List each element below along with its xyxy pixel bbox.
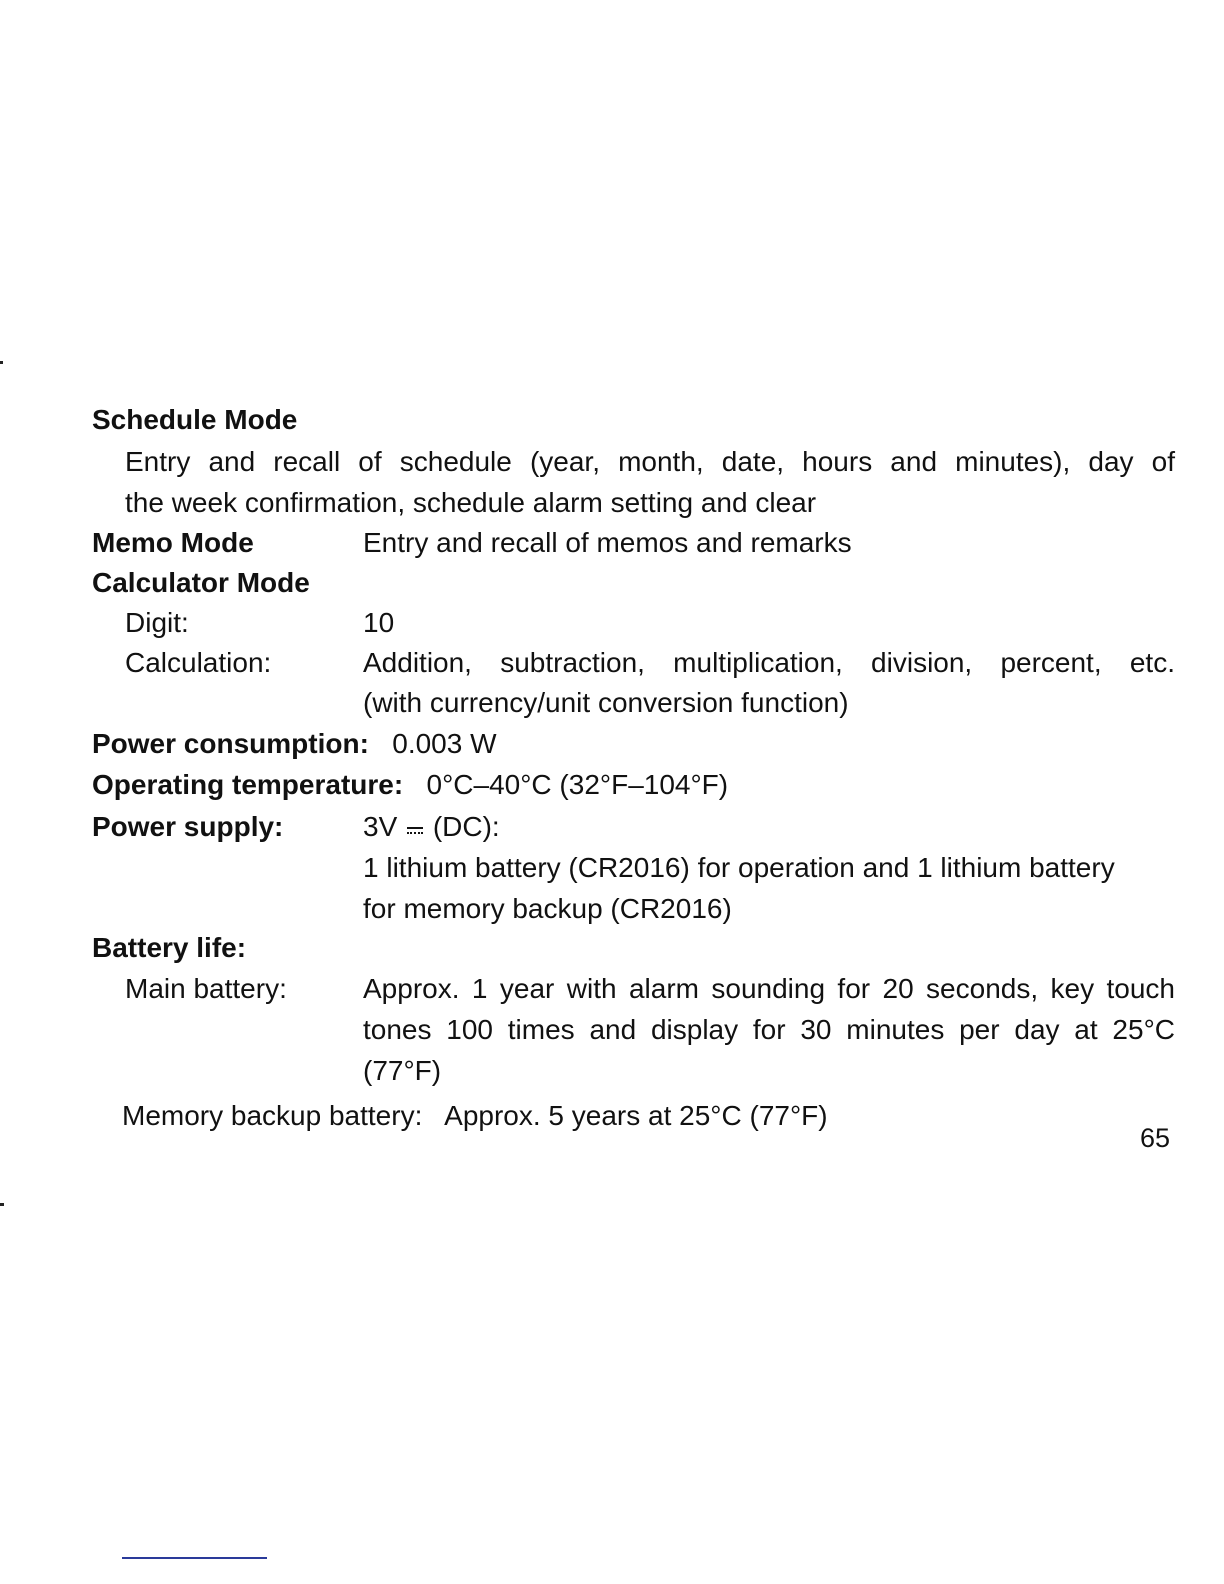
schedule-mode-desc-line1: Entry and recall of schedule (year, month, date, hours and minutes), day of	[125, 446, 1175, 477]
calculation-value-line1: Addition, subtraction, multiplication, division, percent, etc.	[363, 647, 1175, 678]
memo-mode-desc: Entry and recall of memos and remarks	[363, 527, 852, 558]
memory-backup-row	[122, 1099, 828, 1133]
digit-value: 10	[363, 607, 395, 638]
digit-label: Digit:	[125, 607, 189, 638]
power-consumption-row	[92, 727, 497, 761]
main-battery-line3: (77°F)	[363, 1055, 442, 1086]
calculation-label: Calculation:	[125, 647, 272, 678]
calculation-value-line2: (with currency/unit conversion function)	[363, 687, 849, 718]
memory-backup-value: Approx. 5 years at 25°C (77°F)	[444, 1100, 828, 1131]
scan-speck	[0, 361, 3, 364]
scan-speck	[0, 1203, 4, 1206]
power-consumption-value: 0.003 W	[392, 728, 497, 759]
power-supply-line2: 1 lithium battery (CR2016) for operation and 1 lithium battery	[363, 852, 1115, 883]
power-supply-voltage: 3V	[363, 811, 398, 842]
power-supply-value	[363, 810, 500, 844]
main-battery-line1: Approx. 1 year with alarm sounding for 20 seconds, key touch	[363, 973, 1175, 1004]
operating-temperature-row	[92, 768, 728, 802]
main-battery-label: Main battery:	[125, 973, 287, 1004]
calculator-mode-heading: Calculator Mode	[92, 567, 310, 598]
power-consumption-label: Power consumption:	[92, 728, 369, 759]
operating-temperature-label: Operating temperature:	[92, 769, 404, 800]
page-number: 65	[1140, 1123, 1171, 1153]
schedule-mode-heading: Schedule Mode	[92, 404, 298, 435]
power-supply-line3: for memory backup (CR2016)	[363, 893, 732, 924]
footer-rule	[122, 1557, 267, 1559]
power-supply-dc: (DC):	[432, 811, 500, 842]
memo-mode-heading: Memo Mode	[92, 527, 254, 558]
memory-backup-label: Memory backup battery:	[122, 1100, 423, 1131]
schedule-mode-desc-line2: the week confirmation, schedule alarm setting and clear	[125, 487, 817, 518]
battery-life-heading: Battery life:	[92, 932, 247, 963]
main-battery-line2: tones 100 times and display for 30 minutes per day at 25°C	[363, 1014, 1175, 1045]
power-supply-label: Power supply:	[92, 811, 284, 842]
dc-symbol-icon	[405, 819, 425, 839]
operating-temperature-value: 0°C–40°C (32°F–104°F)	[426, 769, 729, 800]
